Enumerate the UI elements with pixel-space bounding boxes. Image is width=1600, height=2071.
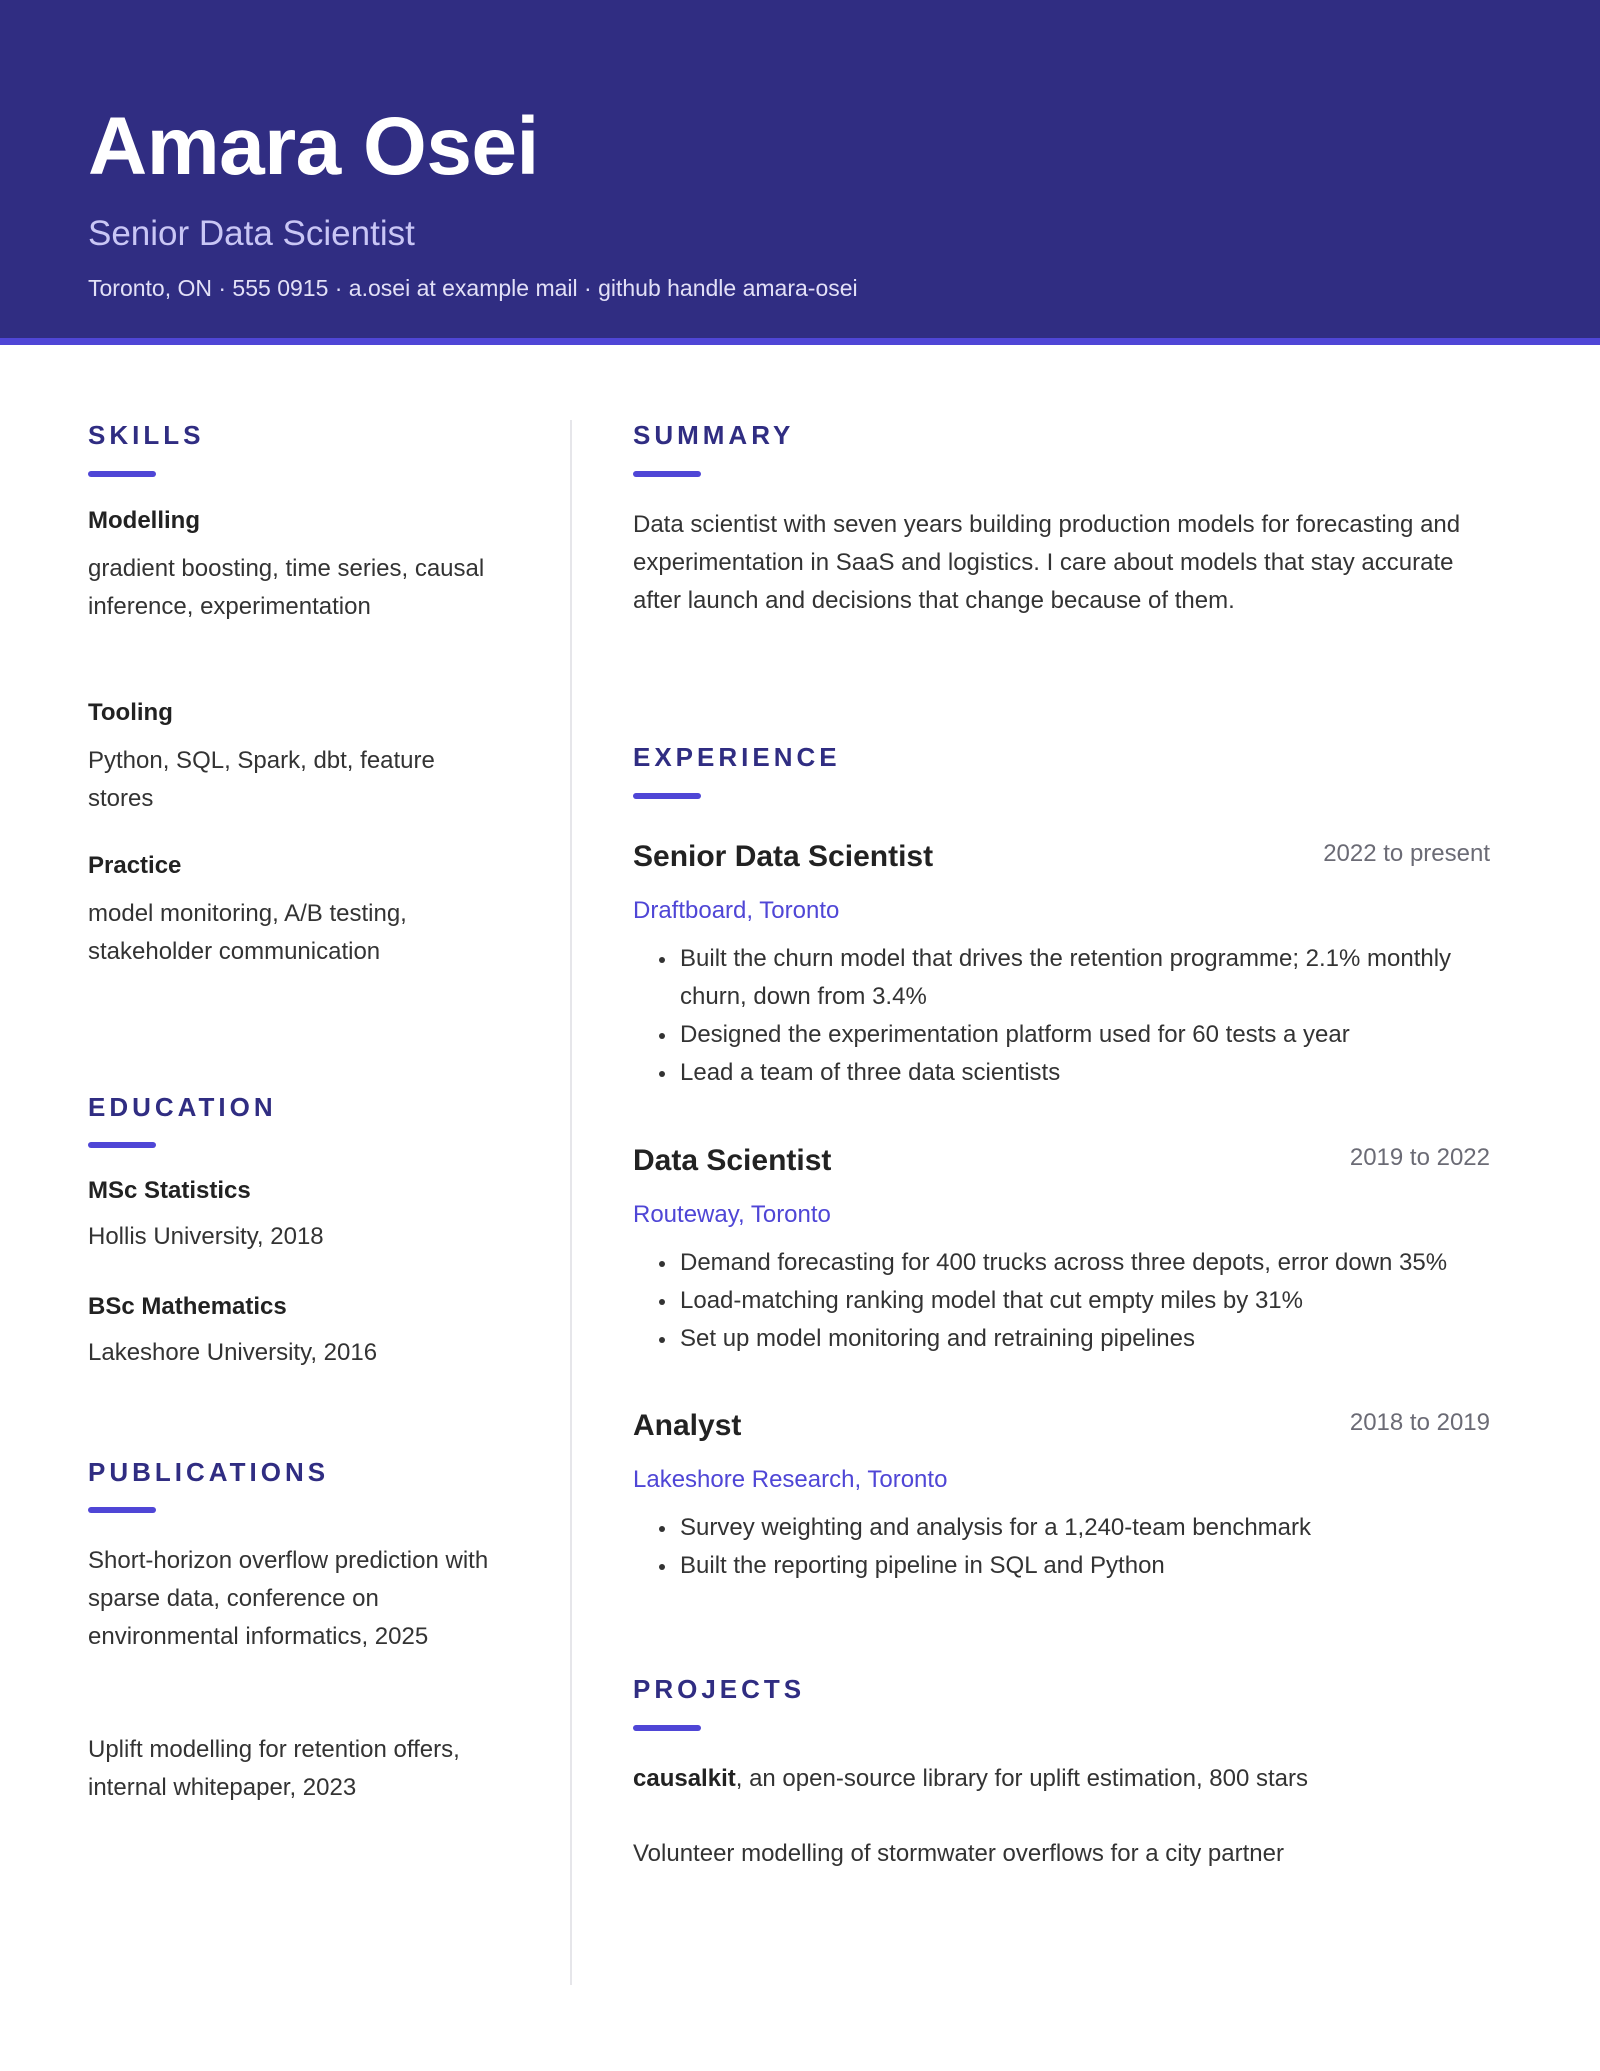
- project-description: Volunteer modelling of stormwater overflows for a city partner: [633, 1840, 1284, 1867]
- skill-group-text: gradient boosting, time series, causal inference, experimentation: [88, 555, 485, 620]
- job-dates: 2022 to present: [1323, 840, 1490, 867]
- skill-group-label: Practice: [88, 852, 182, 879]
- job-company: Draftboard, Toronto: [633, 897, 840, 924]
- job-company: Routeway, Toronto: [633, 1201, 831, 1228]
- candidate-name: Amara Osei: [88, 101, 539, 192]
- skill-group-text: model monitoring, A/B testing, stakeholder communication: [88, 900, 407, 965]
- job-bullets: [633, 1244, 1560, 1358]
- column-divider: [570, 420, 572, 1985]
- publications-heading: PUBLICATIONS: [88, 1457, 330, 1487]
- job-title: Analyst: [633, 1409, 742, 1442]
- job-bullet: Set up model monitoring and retraining pipelines: [680, 1320, 1560, 1358]
- degree-label: BSc Mathematics: [88, 1293, 287, 1320]
- candidate-headline: Senior Data Scientist: [88, 214, 415, 253]
- education-heading-bar: [88, 1142, 156, 1148]
- summary-text: Data scientist with seven years building production models for forecasting and experimentation in SaaS and logistics. I care about models that stay accurate after launch and decisions that change because of them.: [633, 511, 1461, 614]
- degree-label: MSc Statistics: [88, 1177, 251, 1204]
- experience-heading-bar: [633, 793, 701, 799]
- skill-group-text: Python, SQL, Spark, dbt, feature stores: [88, 747, 435, 812]
- school-text: Hollis University, 2018: [88, 1223, 324, 1250]
- experience-heading: EXPERIENCE: [633, 742, 841, 772]
- job-bullet: Survey weighting and analysis for a 1,240-team benchmark: [680, 1509, 1520, 1547]
- job-bullet: Lead a team of three data scientists: [680, 1054, 1520, 1092]
- skills-heading: SKILLS: [88, 420, 205, 450]
- job-dates: 2018 to 2019: [1349, 1409, 1490, 1436]
- project-item: [633, 1760, 1308, 1798]
- project-item: [633, 1835, 1284, 1873]
- skill-group-label: Modelling: [88, 507, 200, 534]
- skills-heading-bar: [88, 471, 156, 477]
- summary-heading-bar: [633, 471, 701, 477]
- project-description: , an open-source library for uplift estimation, 800 stars: [735, 1765, 1309, 1792]
- job-title: Data Scientist: [633, 1144, 832, 1177]
- resume-header: [0, 0, 1600, 338]
- job-company: Lakeshore Research, Toronto: [633, 1466, 948, 1493]
- skill-group-label: Tooling: [88, 699, 173, 726]
- job-bullet: Designed the experimentation platform used for 60 tests a year: [680, 1016, 1520, 1054]
- job-bullet: Built the reporting pipeline in SQL and Python: [680, 1547, 1520, 1585]
- school-text: Lakeshore University, 2016: [88, 1339, 378, 1366]
- job-bullets: [633, 1509, 1520, 1585]
- job-bullets: [633, 940, 1520, 1092]
- project-name: causalkit: [633, 1765, 736, 1792]
- job-bullet: Built the churn model that drives the retention programme; 2.1% monthly churn, down from 3.4%: [680, 940, 1520, 1016]
- education-heading: EDUCATION: [88, 1092, 277, 1122]
- job-title: Senior Data Scientist: [633, 840, 934, 873]
- header-accent-rule: [0, 338, 1600, 345]
- projects-heading: PROJECTS: [633, 1674, 806, 1704]
- projects-heading-bar: [633, 1725, 701, 1731]
- publication-item: Uplift modelling for retention offers, internal whitepaper, 2023: [88, 1736, 460, 1801]
- job-bullet: Load-matching ranking model that cut empty miles by 31%: [680, 1282, 1560, 1320]
- publication-item: Short-horizon overflow prediction with sparse data, conference on environmental informatics, 2025: [88, 1547, 489, 1650]
- contact-line: Toronto, ON · 555 0915 · a.osei at example mail · github handle amara-osei: [88, 275, 858, 301]
- publications-heading-bar: [88, 1507, 156, 1513]
- summary-heading: SUMMARY: [633, 420, 795, 450]
- job-dates: 2019 to 2022: [1349, 1144, 1490, 1171]
- job-bullet: Demand forecasting for 400 trucks across three depots, error down 35%: [680, 1244, 1560, 1282]
